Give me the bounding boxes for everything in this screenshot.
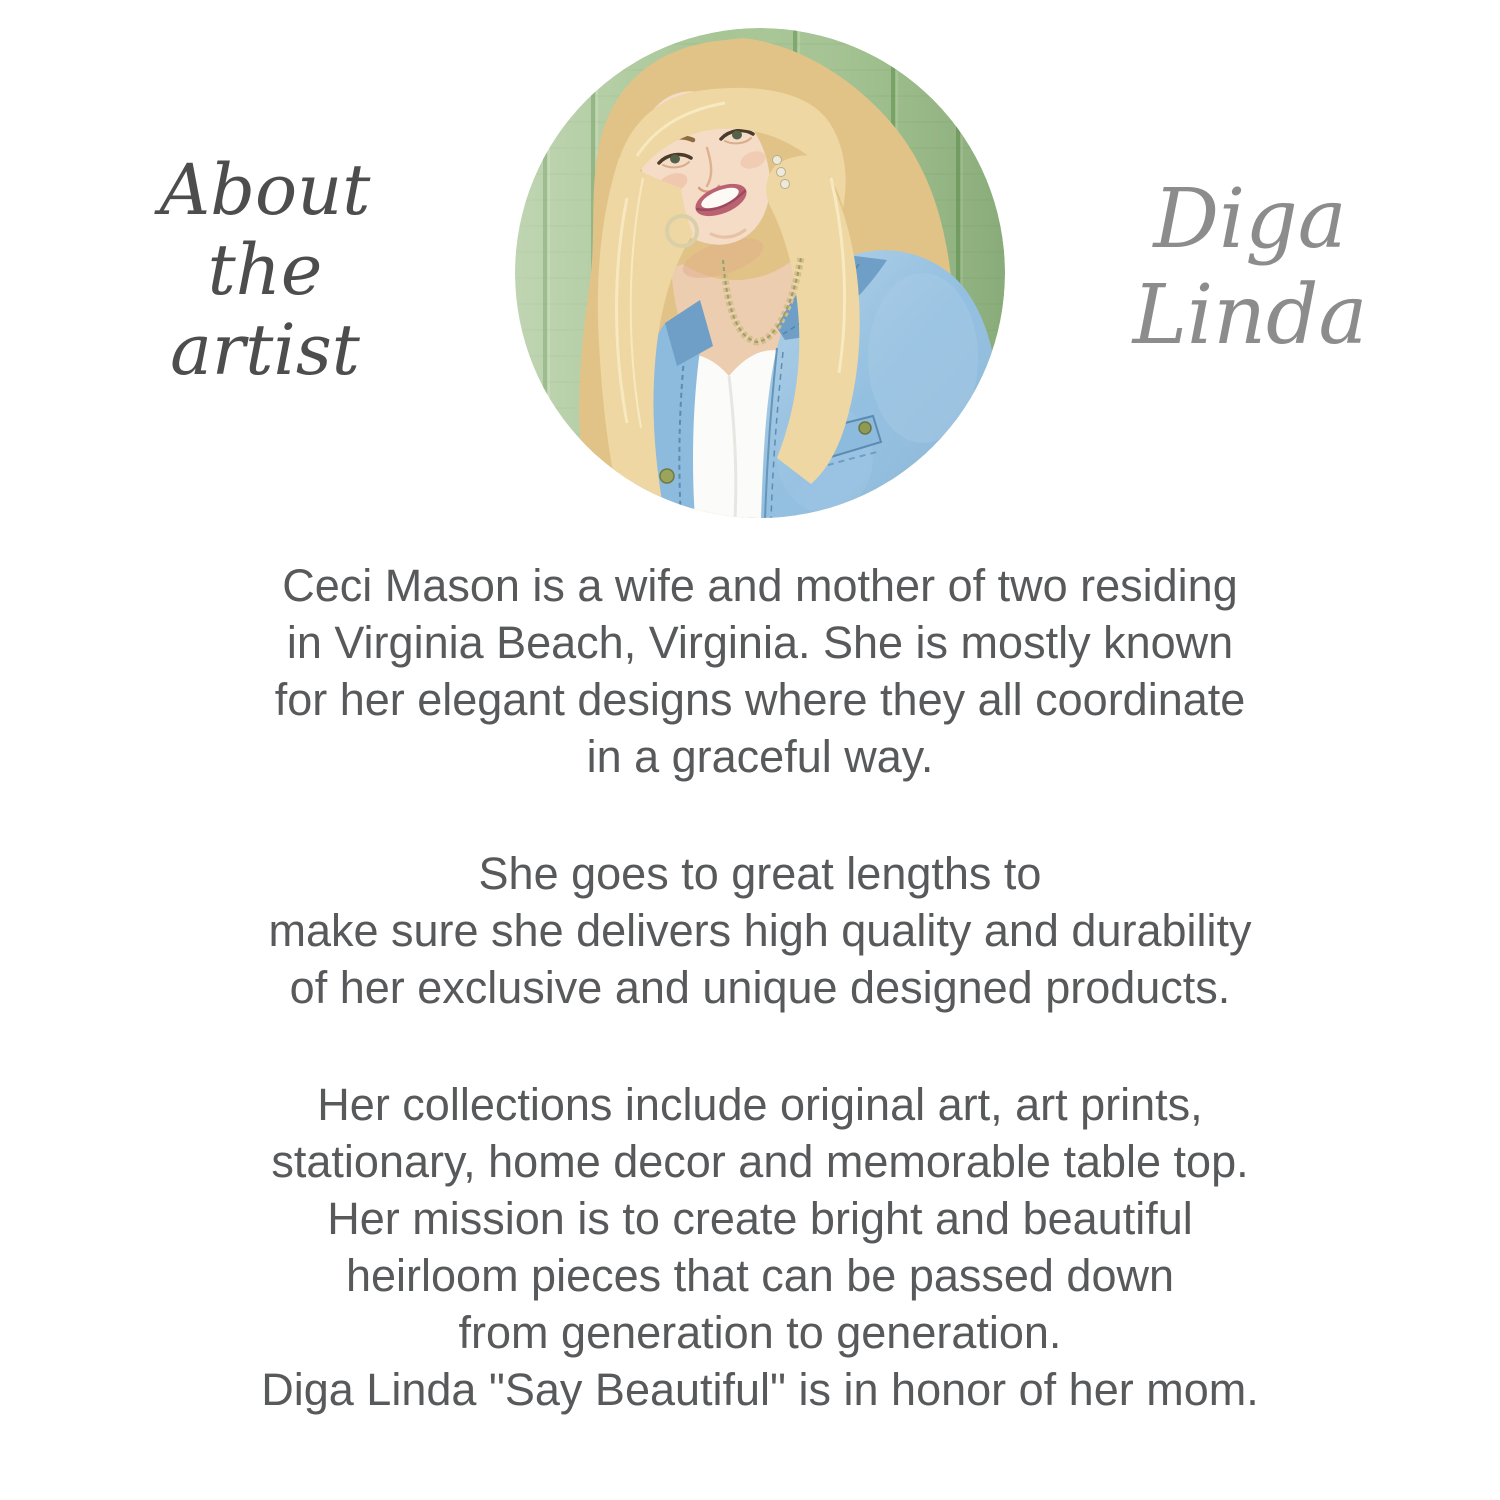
text-line: Diga <box>1153 172 1347 267</box>
text-line: Her mission is to create bright and beautiful <box>327 1193 1193 1244</box>
bio-paragraph-2 <box>10 845 1500 1016</box>
text-line: artist <box>170 309 360 391</box>
text-line: Ceci Mason is a wife and mother of two residing <box>282 560 1238 611</box>
text-line: She goes to great lengths to <box>478 848 1042 899</box>
text-line: of her exclusive and unique designed products. <box>289 962 1231 1013</box>
denim-wash-light <box>868 273 978 443</box>
eye-left-iris <box>670 155 680 164</box>
text-line: Her collections include original art, art prints, <box>317 1079 1203 1130</box>
jacket-button <box>656 507 670 518</box>
bio-paragraph-3 <box>10 1076 1500 1418</box>
text-line: heirloom pieces that can be passed down <box>345 1250 1175 1301</box>
text-line: stationary, home decor and memorable table top. <box>271 1136 1249 1187</box>
jacket-button <box>660 469 674 483</box>
about-the-artist-caption <box>115 150 415 390</box>
artist-biography <box>10 557 1500 1418</box>
text-line: make sure she delivers high quality and durability <box>268 905 1252 956</box>
bio-paragraph-1 <box>10 557 1500 785</box>
text-line: in a graceful way. <box>586 731 934 782</box>
eye-right-iris <box>732 131 742 140</box>
artist-photo <box>515 28 1005 518</box>
text-line: from generation to generation. <box>458 1307 1062 1358</box>
text-line: Linda <box>1132 268 1368 363</box>
text-line: in Virginia Beach, Virginia. She is mostly known <box>286 617 1234 668</box>
jacket-pocket-button <box>859 422 871 434</box>
text-line: About <box>159 149 371 231</box>
text-line: for her elegant designs where they all coordinate <box>274 674 1246 725</box>
text-line: the <box>207 229 323 311</box>
brand-name <box>1100 172 1400 364</box>
artist-photo-illustration <box>515 28 1005 518</box>
text-line: Diga Linda "Say Beautiful" is in honor of her mom. <box>261 1364 1259 1415</box>
